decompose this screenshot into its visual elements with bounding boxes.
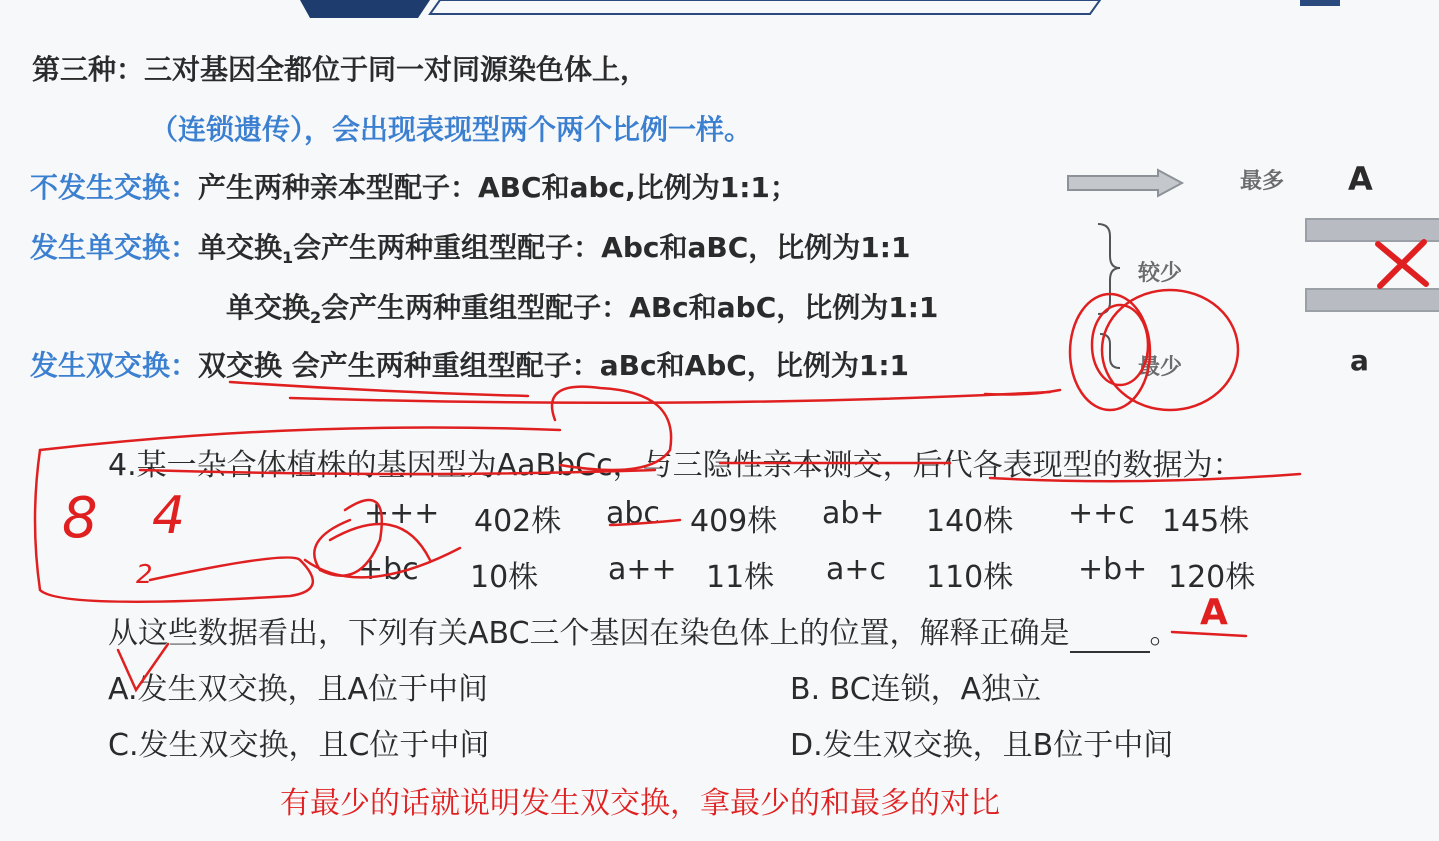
rule-text: 产生两种亲本型配子：ABC和abc,比例为1:1； (198, 171, 798, 204)
phenotype: a++ (608, 552, 677, 587)
phenotype: ++c (1068, 496, 1135, 531)
phenotype: ab+ (822, 496, 885, 531)
phenotype: +++ (364, 496, 440, 531)
label-least: 最少 (1138, 355, 1183, 380)
section-subheading: （连锁遗传），会出现表现型两个两个比例一样。 (150, 113, 753, 146)
rule-text: 双交换 会产生两种重组型配子：aBc和AbC，比例为1:1 (198, 349, 910, 382)
rule-label: 发生单交换： (30, 231, 199, 264)
count: 409株 (690, 504, 778, 539)
count: 11株 (706, 560, 775, 595)
rule-label: 不发生交换： (30, 171, 199, 204)
count: 140株 (926, 504, 1014, 539)
gene-upper: A (1348, 160, 1373, 198)
handwritten-8: 8 (62, 486, 98, 551)
caption-subtitle: 有最少的话就说明发生双交换，拿最少的和最多的对比 (280, 786, 1000, 821)
phenotype: +b+ (1078, 552, 1148, 587)
top-banner-decoration (0, 0, 1439, 18)
count: 402株 (474, 504, 562, 539)
count: 120株 (1168, 560, 1256, 595)
rule-single-exchange-2: 单交换$_2$会产生两种重组型配子：ABc和abC，比例为1:1 (226, 291, 939, 327)
cross-mark-icon (1372, 236, 1432, 292)
count: 110株 (926, 560, 1014, 595)
question-prompt: 从这些数据看出，下列有关ABC三个基因在染色体上的位置，解释正确是 。 (108, 616, 1180, 651)
option-c[interactable]: C.发生双交换，且C位于中间 (108, 728, 490, 763)
answer-blank (1070, 616, 1150, 653)
phenotype: a+c (826, 552, 887, 587)
phenotype: abc (606, 496, 660, 531)
rule-label: 发生双交换： (30, 349, 199, 382)
option-d[interactable]: D.发生双交换，且B位于中间 (790, 728, 1174, 763)
rule-no-exchange (30, 166, 798, 206)
gene-lower: a (1350, 344, 1369, 377)
phenotype: +bc (358, 552, 419, 587)
option-b[interactable]: B. BC连锁，A独立 (790, 672, 1042, 707)
question-stem: 4.某一杂合体植株的基因型为AaBbCc，与三隐性亲本测交，后代各表现型的数据为： (108, 448, 1243, 483)
count: 145株 (1162, 504, 1250, 539)
count: 10株 (470, 560, 539, 595)
handwritten-4: 4 (152, 486, 186, 546)
handwritten-2: 2 (136, 560, 153, 590)
brace-icon (1094, 222, 1134, 382)
section-heading: 第三种：三对基因全都位于同一对同源染色体上， (32, 53, 649, 86)
rule-double-exchange (30, 344, 909, 384)
option-a[interactable]: A.发生双交换，且A位于中间 (108, 672, 489, 707)
label-most: 最多 (1240, 169, 1285, 194)
handwritten-answer: A (1200, 592, 1228, 633)
label-less: 较少 (1138, 261, 1183, 286)
rule-single-exchange-1: 发生单交换：单交换$_1$会产生两种重组型配子：Abc和aBC，比例为1:1 (30, 231, 911, 267)
arrow-right-icon (1066, 168, 1186, 198)
